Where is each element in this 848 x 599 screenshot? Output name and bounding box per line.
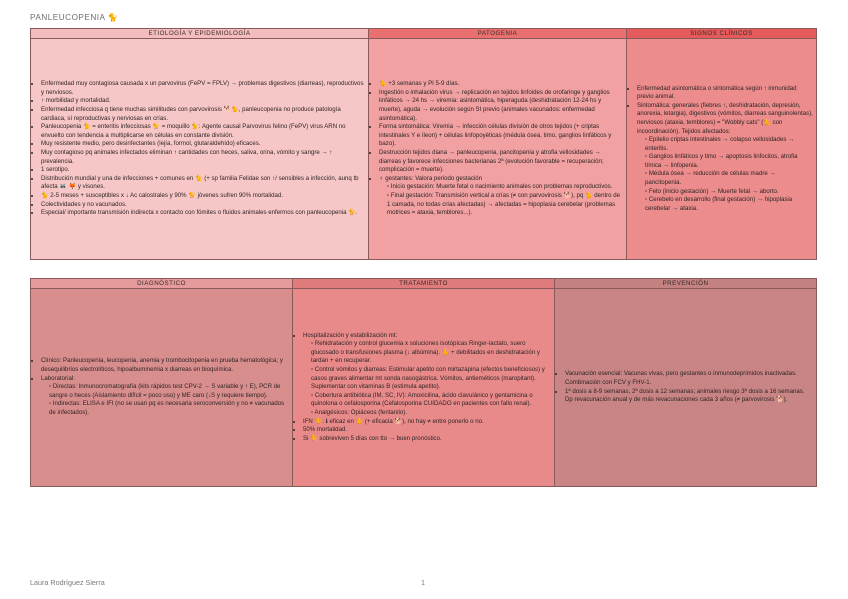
cell-prevencion [555,289,817,487]
list-subitem: ▫ Control vómitos y diarreas: Estimular apetito con mirtazapina (efectos beneficiosos) y casos graves alimentar mt sonda nasogástrica. Vómitos, antieméticos (maropitant). Suplementar con vitaminas B (estimula apetito). [311,366,551,392]
list-item: • ↑ morbilidad y mortalidad. [41,97,365,106]
list-item: • Panleucopenia 🐈 = enteritis infecciosas 🐈 = moquillo 🐈: Agente causal Parvovirus felino (FePV) virus ARN no envuelto con tendencia a multiplicarse en células en constante división. [41,123,365,140]
header-prevencion: PREVENCIÓN [555,279,817,289]
list-item [41,375,289,418]
list-item: • Enfermedad muy contagiosa causada x un parvovirus (FePV = FPLV) → problemas digestivos (diarreas), reproductivos y nerviosos. [41,80,365,97]
list-item: • 1ª dosis a 8-9 semanas, 2ª dosis a 12 semanas; animales riesgo 3ª dosis a 16 semanas. Dp revacunación anual y de más revacunaciones cada 3 años (≠ parvovirosis 🐕). [565,388,813,405]
header-signos: SIGNOS CLÍNICOS [627,29,817,39]
list-subitem: ▫ Feto (inicio gestación) → Muerte fetal → aborto. [645,188,813,197]
list-item [637,102,813,214]
list-item: • Muy contagioso pq animales infectados eliminan ↑ cantidades con heces, saliva, orina, vómito y sangre → ↑ prevalencia. [41,149,365,166]
list-item: • 🐈 2-5 meses + susceptibles x ↓ Ac calostrales y 90% 🐈 jóvenes sufren 90% mortalidad. [41,192,365,201]
diagnosis-treatment-prevention-table [30,278,817,487]
list-subitem: ▫ Cobertura antibiótica (IM, SC, IV): Amoxicilina, ácido clavulánico y gentamicina o quinolona o cefalosporina (Cefalosporina CUIDADO en pacientes con fallo renal). [311,392,551,409]
list-item: • Distribución mundial y una de infecciones + comunes en 🐈 (+ sp familia Felidae son ↑/ sensibles a infección, aunq tb afecta 🦝 🦊 y visones. [41,175,365,192]
list-item: • Ingestión o inhalación virus → replicación en tejidos linfoides de orofaringe y ganglios linfáticos → 24 hs → viremia: asintomática, hiperaguda (deshidratación 12-24 hs y muerte), aguda → evolución según SI previo (animales vacunados: enfermedad asintomática). [379,89,623,123]
list-subitem: ▫ Epitelio criptas intestinales → colapso vellosidades → enteritis. [645,136,813,153]
list-subitem: ▫ Ganglios linfáticos y timo → apoptosis linfocitos, atrofia tímica → linfopenia. [645,153,813,170]
cell-signos [627,39,817,260]
list-item [379,175,623,218]
list-item: • Forma sintomática: Viremia → infección células división de otros tejidos (+ criptas intestinales Y e íleon) + células linfopoyéticas (médula ósea, timo, ganglios linfáticos y bazo). [379,123,623,149]
list-item [303,332,551,418]
list-item: • Enfermedad infecciosa q tiene muchas similitudes con parvovirosis 🐕🐈, panleucopenia no produce patología cardiaca, sí reproductivas y nerviosas en crías. [41,106,365,123]
list-subitem: ▫ Indirectas: ELISA e IFI (no se usan pq es necesaria seroconversión y no ≠ vacunados de infectados). [49,400,289,417]
cell-patogenia [369,39,627,260]
list-item: • IFN 🐈: ℹ eficaz en 🐈 (+ eficacia 🐕), no hay ≠ entre ponerlo o no. [303,418,551,427]
list-subitem: ▫ Inicio gestación: Muerte fetal o nacimiento animales con problemas reproductivos. [387,183,623,192]
header-tratamiento: TRATAMIENTO [293,279,555,289]
etiology-pathogenesis-signs-table [30,28,817,260]
list-subitem: ▫ Rehidratación y control glucemia x soluciones isotópicas Ringer-lactato, suero glucosado o transfusiones plasma (↓ albúmina). 🐈 + debilitados en deshidratación y tardan + en recuperar. [311,340,551,366]
page-number: 1 [421,578,425,587]
lab-label: Laboratorial: [41,374,75,382]
list-subitem: ▫ Final gestación: Transmisión vertical a crías (≠ con parvovirosis 🐕), pq 🐈 dentro de 1 camada, no todas crías afectadas) → afectadas = hipoplasia cerebelar (problemas motrices = ataxia, temblores...). [387,192,623,218]
header-etiologia: ETIOLOGÍA Y EPIDEMIOLOGÍA [31,29,369,39]
list-item: • Muy resistente medio, pero desinfectantes (lejía, formol, glutaraldehído) eficaces. [41,140,365,149]
list-item: • Si 🐈 sobreviven 5 días con tto → buen pronóstico. [303,435,551,444]
header-diagnostico: DIAGNÓSTICO [31,279,293,289]
footer-author: Laura Rodríguez Sierra [30,578,105,587]
list-item: • Especial/ importante transmisión indirecta x contacto con fómites o fluidos animales enfermos con panleucopenia 🐈. [41,209,365,218]
header-patogenia: PATOGENIA [369,29,627,39]
list-item: • 50% mortalidad. [303,426,551,435]
list-item: • Destrucción tejidos diana → panleucopenia, pancitopenia y atrofia vellosidades → diarreas y favorece infecciones bacterianas 2ª (evolución favorable = recuperación; complicación = muerte). [379,149,623,175]
list-item: • 🐈 +3 semanas y PI 5-9 días. [379,80,623,89]
list-subitem: ▫ Cerebelo en desarrollo (final gestación) → hipoplasia cerebelar → ataxia. [645,196,813,213]
list-item: • Vacunación esencial: Vacunas vivas, pero gestantes o inmunodeprimidos inactivadas. Combinación con FCV y FHV-1. [565,370,813,387]
list-subitem: ▫ Analgésicos: Opiáceos (fentanilo). [311,409,551,418]
symptomatic-label: Sintomática: generales (fiebres ↑, deshidratación, depresión, anorexia, letargia), digestivos (vómitos, diarreas sanguinolentas), nerviosos (ataxia, temblores) = "Wobbly cats" (🐈 con incoordinación). Tejidos afectados: [637,101,813,135]
cell-etiologia [31,39,369,260]
page-title: PANLEUCOPENIA 🐈 [30,13,119,22]
gestation-label: ♀ gestantes: Valora periodo gestación [379,174,483,182]
cell-tratamiento [293,289,555,487]
list-subitem: ▫ Médula ósea → reducción de células madre → pancitopenia. [645,170,813,187]
hospitalization-label: Hospitalización y estabilización mt: [303,331,398,339]
cell-diagnostico [31,289,293,487]
list-item: • Enfermedad asintomática o sintomática según ↑ inmunidad previo animal. [637,85,813,102]
list-item: • Colectividades y no vacunados. [41,201,365,210]
list-subitem: ▫ Directas: Inmunocromatografía (kits rápidos test CPV-2 → S variable y ↑ E), PCR de sangre o heces (Aislamiento difícil = poco uso) y ME caro (↓S y requiere tiempo). [49,383,289,400]
list-item: • Clínico: Panleucopenia, leucopenia, anemia y trombocitopenia en prueba hematológica; y desequilibrios electrolíticos, hipoalbuminemia x diarreas en bioquímica. [41,357,289,374]
list-item: • 1 serotipo. [41,166,365,175]
